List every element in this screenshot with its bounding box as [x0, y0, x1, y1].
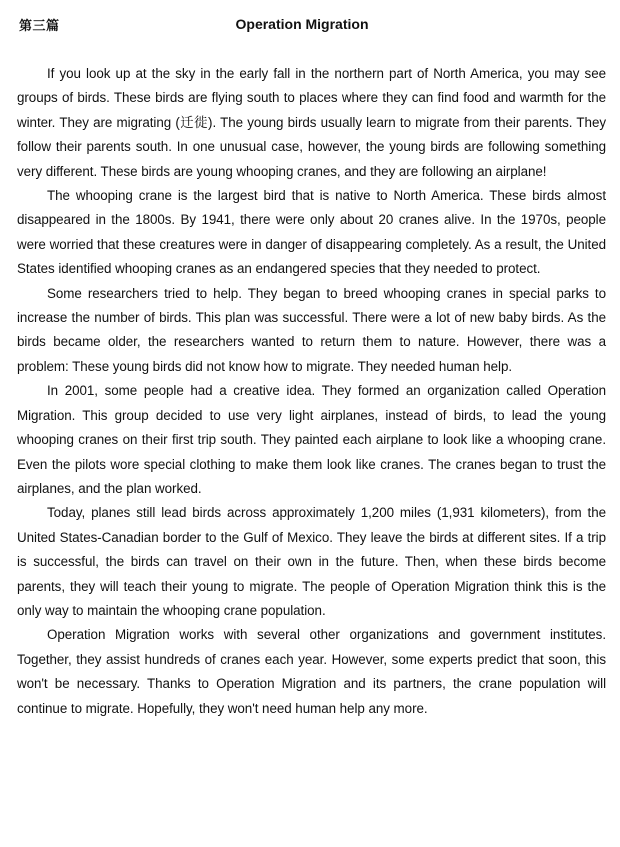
- article-body: [17, 62, 606, 721]
- paragraph-3: Some researchers tried to help. They began to breed whooping cranes in special parks to increase the number of birds. This plan was successful. There were a lot of new baby birds. As the birds became older, the researchers wanted to return them to nature. However, there was a problem: These young birds did not know how to migrate. They needed human help.: [17, 285, 606, 374]
- paragraph-2: The whooping crane is the largest bird that is native to North America. These birds almost disappeared in the 1800s. By 1941, there were only about 20 cranes alive. In the 1970s, people were worried that these creatures were in danger of disappearing completely. As a result, the United States identified whooping cranes as an endangered species that they needed to protect.: [17, 188, 606, 277]
- page-title: Operation Migration: [235, 16, 369, 32]
- paragraph-5: Today, planes still lead birds across approximately 1,200 miles (1,931 kilometers), from the United States-Canadian border to the Gulf of Mexico. They leave the birds at different sites. If a trip is successful, the birds can travel on their own in the future. Then, when these birds become parents, they will teach their young to migrate. The people of Operation Migration think this is the only way to maintain the whooping crane population.: [17, 505, 606, 618]
- paragraph-1: If you look up at the sky in the early fall in the northern part of North America, you may see groups of birds. These birds are flying south to places where they can find food and warmth for the winter. They are migrating (迁徙). The young birds usually learn to migrate from their parents. They follow their parents south. In one unusual case, however, the young birds are following something very different. These birds are young whooping cranes, and they are following an airplane!: [17, 66, 606, 179]
- paragraph-6: Operation Migration works with several other organizations and government institutes. Together, they assist hundreds of cranes each year. However, some experts predict that soon, this won't be necessary. Thanks to Operation Migration and its partners, the crane population will continue to migrate. Hopefully, they won't need human help any more.: [17, 627, 606, 716]
- paragraph-4: In 2001, some people had a creative idea. They formed an organization called Operation Migration. This group decided to use very light airplanes, instead of birds, to lead the young whooping cranes on their first trip south. They painted each airplane to look like a whooping crane. Even the pilots wore special clothing to make them look like cranes. The cranes began to trust the airplanes, and the plan worked.: [17, 383, 606, 496]
- section-label: 第三篇: [19, 18, 60, 33]
